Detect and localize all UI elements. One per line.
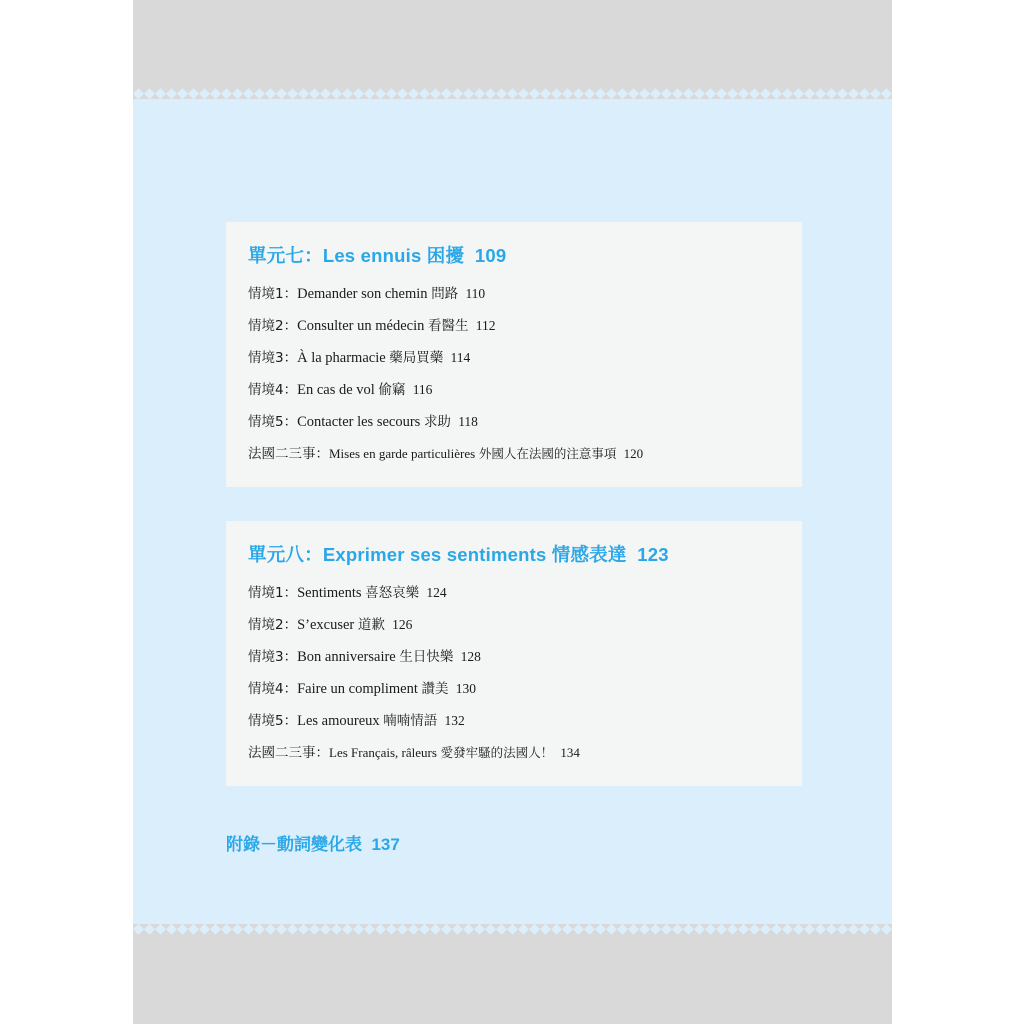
entry-title-zh: 道歉 bbox=[357, 617, 385, 633]
unit-title-page: 109 bbox=[474, 245, 507, 266]
entry-title-fr: À la pharmacie bbox=[297, 350, 386, 366]
table-of-contents bbox=[226, 222, 802, 855]
entry-title-zh: 看醫生 bbox=[427, 318, 469, 334]
entry-title-zh: 求助 bbox=[423, 414, 451, 430]
entry-lead: 情境5： bbox=[248, 713, 298, 729]
entry-title-zh: 生日快樂 bbox=[399, 649, 454, 665]
note-title-zh: 外國人在法國的注意事項 bbox=[478, 446, 617, 461]
entry-lead: 情境4： bbox=[248, 382, 298, 398]
appendix-entry bbox=[226, 830, 802, 855]
torn-edge-bottom bbox=[133, 924, 892, 935]
note-lead: 法國二三事： bbox=[248, 745, 329, 761]
toc-entry bbox=[248, 613, 780, 634]
entry-page: 128 bbox=[460, 649, 481, 664]
entry-page: 118 bbox=[458, 414, 478, 429]
entry-page: 112 bbox=[475, 318, 496, 333]
note-page: 120 bbox=[623, 446, 644, 461]
toc-entry bbox=[248, 677, 780, 698]
unit-title-zh: 情感表達 bbox=[551, 544, 627, 565]
entry-title-fr: Faire un compliment bbox=[297, 681, 418, 697]
entry-title-fr: Demander son chemin bbox=[297, 286, 428, 302]
entry-page: 114 bbox=[450, 350, 471, 365]
unit-title-zh: 困擾 bbox=[426, 245, 465, 266]
entry-title-zh: 讚美 bbox=[421, 681, 449, 697]
entry-title-fr: Bon anniversaire bbox=[297, 649, 396, 665]
entry-page: 124 bbox=[426, 585, 447, 600]
entry-title-fr: Consulter un médecin bbox=[297, 318, 425, 334]
entry-title-fr: Sentiments bbox=[297, 585, 362, 601]
unit-title bbox=[248, 242, 780, 268]
unit-title-page: 123 bbox=[637, 544, 669, 565]
toc-entry bbox=[248, 346, 780, 367]
toc-entry bbox=[248, 314, 780, 335]
entry-lead: 情境2： bbox=[248, 318, 298, 334]
entry-lead: 情境1： bbox=[248, 585, 298, 601]
toc-note-entry bbox=[248, 741, 780, 762]
unit-title-prefix: 單元七： bbox=[248, 245, 323, 266]
toc-note-entry bbox=[248, 442, 780, 463]
unit-block bbox=[226, 222, 802, 487]
entry-title-fr: Les amoureux bbox=[297, 713, 380, 729]
note-page: 134 bbox=[560, 745, 580, 760]
unit-block bbox=[226, 521, 802, 786]
entry-page: 110 bbox=[465, 286, 486, 301]
note-title-zh: 愛發牢騷的法國人！ bbox=[440, 745, 554, 760]
entry-page: 116 bbox=[412, 382, 433, 397]
entry-title-zh: 藥局買藥 bbox=[389, 350, 444, 366]
toc-entry bbox=[248, 709, 780, 730]
unit-title-fr: Les ennuis bbox=[322, 245, 422, 266]
note-title-fr: Les Français, râleurs bbox=[329, 745, 437, 760]
entry-title-fr: Contacter les secours bbox=[297, 414, 421, 430]
unit-title-fr: Exprimer ses sentiments bbox=[322, 544, 547, 565]
appendix-label: 附錄－動詞變化表 bbox=[226, 835, 362, 854]
entry-title-zh: 偷竊 bbox=[378, 382, 406, 398]
entry-lead: 情境1： bbox=[248, 286, 298, 302]
unit-title-prefix: 單元八： bbox=[248, 544, 323, 565]
entry-page: 132 bbox=[444, 713, 465, 728]
entry-title-fr: S’excuser bbox=[297, 617, 355, 633]
entry-lead: 情境3： bbox=[248, 649, 298, 665]
entry-title-fr: En cas de vol bbox=[297, 382, 375, 398]
note-lead: 法國二三事： bbox=[248, 446, 329, 462]
entry-lead: 情境3： bbox=[248, 350, 298, 366]
entry-title-zh: 問路 bbox=[431, 286, 459, 302]
toc-entry bbox=[248, 378, 780, 399]
note-title-fr: Mises en garde particulières bbox=[329, 446, 476, 461]
torn-edge-top bbox=[133, 88, 892, 99]
toc-entry bbox=[248, 282, 780, 303]
entry-lead: 情境4： bbox=[248, 681, 298, 697]
unit-title bbox=[248, 541, 780, 567]
toc-entry bbox=[248, 410, 780, 431]
toc-entry bbox=[248, 645, 780, 666]
entry-page: 126 bbox=[392, 617, 413, 632]
entry-title-zh: 喃喃情語 bbox=[383, 713, 438, 729]
entry-lead: 情境2： bbox=[248, 617, 298, 633]
appendix-page: 137 bbox=[371, 835, 400, 854]
toc-entry bbox=[248, 581, 780, 602]
entry-page: 130 bbox=[455, 681, 477, 696]
entry-lead: 情境5： bbox=[248, 414, 298, 430]
entry-title-zh: 喜怒哀樂 bbox=[365, 585, 420, 601]
